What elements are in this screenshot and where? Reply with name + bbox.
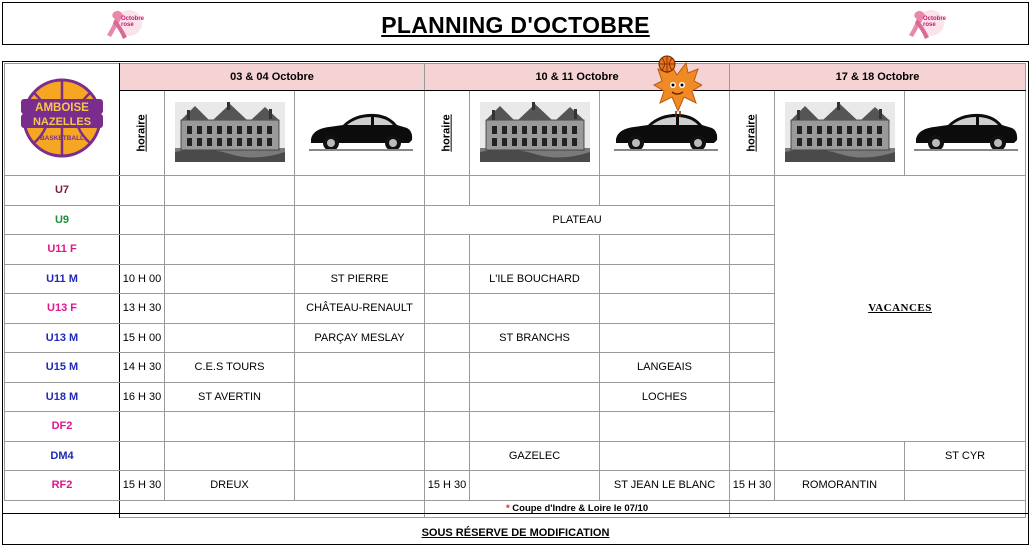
away-cell [600,412,730,442]
category-label: U15 M [5,353,120,383]
time-cell [120,235,165,265]
time-cell [425,323,470,353]
category-label: U7 [5,176,120,206]
home-cell: GAZELEC [470,441,600,471]
away-cell: ST PIERRE [295,264,425,294]
away-cell: ST CYR [905,441,1026,471]
time-cell [730,176,775,206]
time-cell [120,205,165,235]
horaire-header [730,91,775,176]
horaire-header [425,91,470,176]
category-label: U13 M [5,323,120,353]
home-cell [470,471,600,501]
home-cell: L'ILE BOUCHARD [470,264,600,294]
home-cell [470,176,600,206]
table-row [5,441,1026,471]
away-cell: LOCHES [600,382,730,412]
away-cell [295,382,425,412]
away-cell [600,294,730,324]
castle-icon [175,102,285,162]
home-cell [165,235,295,265]
away-cell: CHÂTEAU-RENAULT [295,294,425,324]
category-label: DF2 [5,412,120,442]
schedule-table [4,63,1026,518]
time-cell [730,382,775,412]
away-cell [295,412,425,442]
away-cell: PARÇAY MESLAY [295,323,425,353]
time-cell: 15 H 30 [120,471,165,501]
ribbon-text: Octobre rose [121,16,145,28]
away-cell [905,471,1026,501]
home-cell: DREUX [165,471,295,501]
category-label: U11 M [5,264,120,294]
time-cell [425,235,470,265]
away-cell [600,264,730,294]
car-icon [305,107,415,157]
away-cell [600,176,730,206]
logo-line2: NAZELLES [32,116,92,128]
home-cell [165,176,295,206]
away-cell [295,176,425,206]
home-cell [165,323,295,353]
club-logo-cell [5,64,120,176]
horaire-label: horaire [135,114,148,152]
category-label: U11 F [5,235,120,265]
note-asterisk: * [505,503,510,514]
time-cell: 15 H 30 [730,471,775,501]
footer [2,513,1029,545]
basketball-leaf-mascot-icon [652,55,702,117]
castle-icon [480,102,590,162]
home-header [165,91,295,176]
home-cell: ST AVERTIN [165,382,295,412]
time-cell [730,235,775,265]
time-cell: 15 H 00 [120,323,165,353]
time-cell [730,294,775,324]
away-cell [295,471,425,501]
away-cell [295,353,425,383]
away-cell: LANGEAIS [600,353,730,383]
time-cell [425,264,470,294]
club-logo-icon [21,77,103,159]
time-cell [120,412,165,442]
away-cell [600,235,730,265]
time-cell [425,441,470,471]
note-text: Coupe d'Indre & Loire le 07/10 [512,503,649,514]
time-cell [120,441,165,471]
home-cell [165,294,295,324]
time-cell [730,323,775,353]
away-cell: ST JEAN LE BLANC [600,471,730,501]
pink-ribbon-icon [99,9,151,41]
home-cell: ROMORANTIN [775,471,905,501]
away-cell [600,441,730,471]
footer-note: SOUS RÉSERVE DE MODIFICATION [421,527,610,539]
home-header [775,91,905,176]
time-cell: 14 H 30 [120,353,165,383]
title-box [2,2,1029,45]
weekend-header-1: 03 & 04 Octobre [120,64,425,91]
away-header [295,91,425,176]
home-cell: C.E.S TOURS [165,353,295,383]
ribbon-text: Octobre rose [923,16,947,28]
time-cell [425,176,470,206]
car-icon [910,107,1020,157]
time-cell [425,412,470,442]
horaire-label: horaire [746,114,759,152]
category-label: RF2 [5,471,120,501]
home-cell [470,412,600,442]
weekend-header-2: 10 & 11 Octobre [425,64,730,91]
weekend-header-3: 17 & 18 Octobre [730,64,1026,91]
away-cell [295,235,425,265]
time-cell: 15 H 30 [425,471,470,501]
page-title: PLANNING D'OCTOBRE [381,12,650,38]
home-header [470,91,600,176]
home-cell [470,294,600,324]
time-cell [120,176,165,206]
away-header [905,91,1026,176]
away-cell [600,323,730,353]
home-cell [470,382,600,412]
table-row [5,176,1026,206]
table-row [5,471,1026,501]
time-cell [425,294,470,324]
category-label: U18 M [5,382,120,412]
castle-icon [785,102,895,162]
time-cell: 10 H 00 [120,264,165,294]
vacances-cell: VACANCES [775,176,1026,442]
time-cell [730,264,775,294]
time-cell [730,353,775,383]
time-cell [730,441,775,471]
category-label: U13 F [5,294,120,324]
home-cell [470,353,600,383]
horaire-header [120,91,165,176]
home-cell [165,441,295,471]
plateau-cell: PLATEAU [425,205,730,235]
home-cell [165,264,295,294]
category-label: U9 [5,205,120,235]
time-cell [730,412,775,442]
away-cell [295,441,425,471]
logo-line3: BASKETBALL [39,135,85,142]
horaire-label: horaire [441,114,454,152]
home-cell [775,441,905,471]
home-cell [165,205,295,235]
category-label: DM4 [5,441,120,471]
pink-ribbon-icon [901,9,953,41]
time-cell [425,382,470,412]
home-cell: ST BRANCHS [470,323,600,353]
time-cell [425,353,470,383]
time-cell [730,205,775,235]
home-cell [470,235,600,265]
away-cell [295,205,425,235]
time-cell: 13 H 30 [120,294,165,324]
home-cell [165,412,295,442]
logo-line1: AMBOISE [35,102,89,114]
time-cell: 16 H 30 [120,382,165,412]
